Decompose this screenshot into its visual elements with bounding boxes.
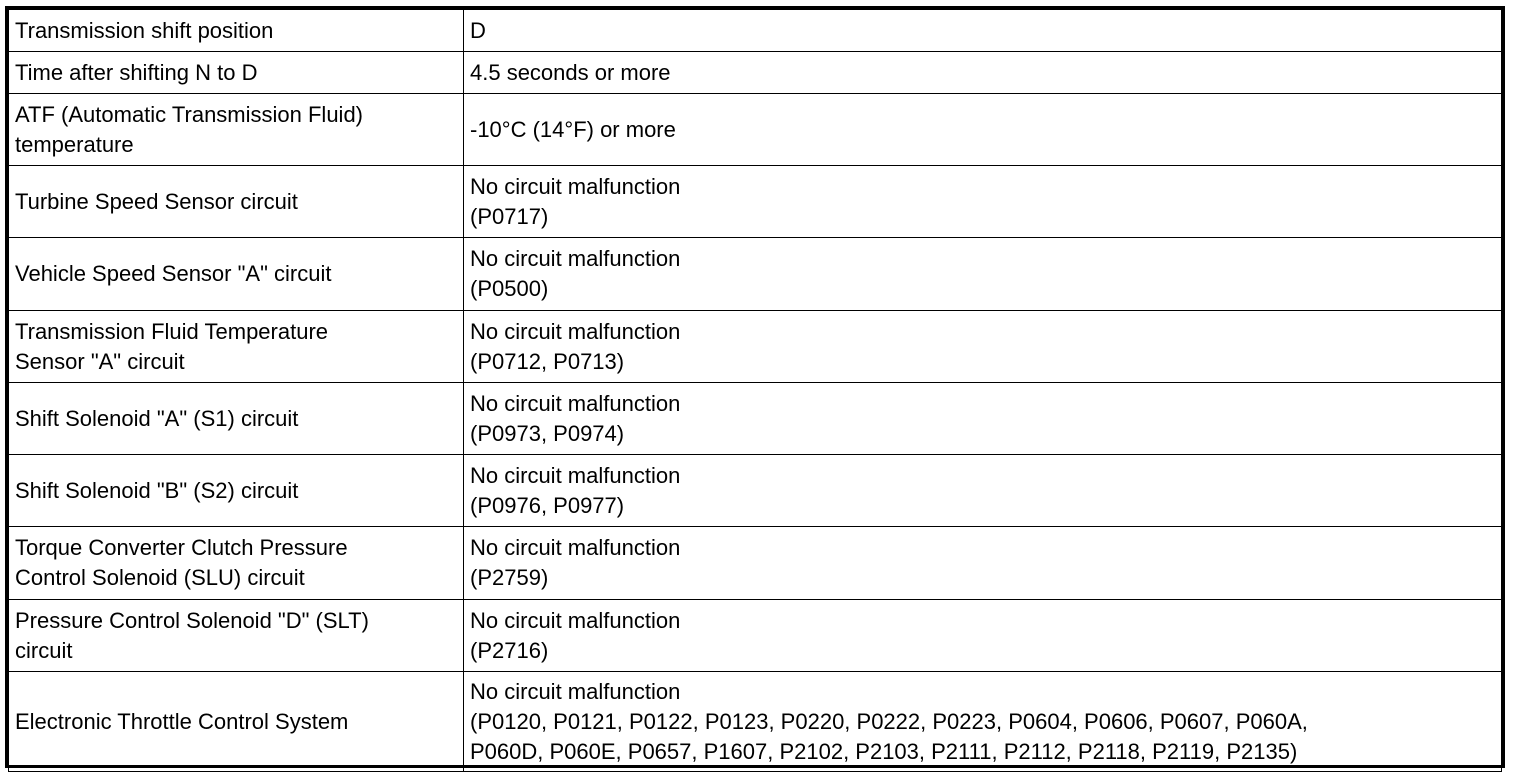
condition-cell bbox=[464, 383, 1502, 455]
item-text: Transmission Fluid Temperature bbox=[15, 318, 329, 344]
condition-text: 4.5 seconds or more bbox=[470, 59, 671, 85]
condition-text: No circuit malfunction bbox=[470, 173, 681, 199]
item-text: Shift Solenoid "A" (S1) circuit bbox=[15, 405, 299, 431]
item-text: Vehicle Speed Sensor "A" circuit bbox=[15, 261, 332, 286]
condition-text: No circuit malfunction bbox=[470, 678, 681, 704]
item-cell bbox=[9, 10, 464, 52]
table-row bbox=[9, 94, 1502, 166]
condition-text: No circuit malfunction bbox=[470, 607, 681, 633]
table-row bbox=[9, 383, 1502, 455]
condition-cell bbox=[464, 10, 1502, 52]
condition-text: No circuit malfunction bbox=[470, 462, 681, 488]
conditions-table-frame bbox=[5, 6, 1505, 768]
condition-cell bbox=[464, 672, 1502, 772]
condition-text: (P0712, P0713) bbox=[470, 348, 625, 374]
table-row bbox=[9, 527, 1502, 600]
item-cell bbox=[9, 527, 464, 600]
item-cell bbox=[9, 94, 464, 166]
table-row bbox=[9, 52, 1502, 94]
condition-text: (P0500) bbox=[470, 276, 549, 301]
item-cell bbox=[9, 455, 464, 527]
condition-cell bbox=[464, 527, 1502, 600]
item-cell bbox=[9, 52, 464, 94]
condition-cell bbox=[464, 94, 1502, 166]
condition-text: (P0717) bbox=[470, 203, 549, 229]
condition-cell bbox=[464, 238, 1502, 311]
condition-text: No circuit malfunction bbox=[470, 318, 681, 344]
condition-text: (P2716) bbox=[470, 637, 549, 663]
table-row bbox=[9, 311, 1502, 383]
condition-text: No circuit malfunction bbox=[470, 390, 681, 416]
condition-text: (P0976, P0977) bbox=[470, 492, 625, 518]
condition-cell bbox=[464, 311, 1502, 383]
table-row bbox=[9, 166, 1502, 238]
item-text: Transmission shift position bbox=[15, 17, 274, 43]
condition-cell bbox=[464, 455, 1502, 527]
table-row bbox=[9, 10, 1502, 52]
condition-text: P060D, P060E, P0657, P1607, P2102, P2103, P2111, P2112, P2118, P2119, P2135) bbox=[470, 738, 1298, 764]
table-row bbox=[9, 238, 1502, 311]
item-text: circuit bbox=[15, 637, 73, 663]
condition-cell bbox=[464, 52, 1502, 94]
condition-text: (P0973, P0974) bbox=[470, 420, 625, 446]
item-cell bbox=[9, 166, 464, 238]
item-text: Control Solenoid (SLU) circuit bbox=[15, 565, 305, 590]
item-text: Pressure Control Solenoid "D" (SLT) bbox=[15, 607, 369, 633]
condition-text: (P0120, P0121, P0122, P0123, P0220, P0222, P0223, P0604, P0606, P0607, P060A, bbox=[470, 708, 1308, 734]
conditions-table bbox=[8, 9, 1502, 772]
item-text: Turbine Speed Sensor circuit bbox=[15, 188, 298, 214]
item-text: Shift Solenoid "B" (S2) circuit bbox=[15, 477, 299, 503]
item-text: ATF (Automatic Transmission Fluid) bbox=[15, 101, 364, 127]
condition-text: No circuit malfunction bbox=[470, 535, 681, 560]
condition-text: -10°C (14°F) or more bbox=[470, 116, 676, 142]
table-row bbox=[9, 672, 1502, 772]
item-text: Time after shifting N to D bbox=[15, 59, 258, 85]
item-text: Torque Converter Clutch Pressure bbox=[15, 535, 348, 560]
condition-cell bbox=[464, 166, 1502, 238]
item-cell bbox=[9, 311, 464, 383]
item-text: Electronic Throttle Control System bbox=[15, 708, 349, 734]
condition-cell bbox=[464, 600, 1502, 672]
condition-text: D bbox=[470, 17, 486, 43]
item-text: Sensor "A" circuit bbox=[15, 348, 185, 374]
condition-text: (P2759) bbox=[470, 565, 549, 590]
item-cell bbox=[9, 238, 464, 311]
item-cell bbox=[9, 600, 464, 672]
item-text: temperature bbox=[15, 131, 134, 157]
conditions-table-body bbox=[9, 10, 1502, 772]
table-row bbox=[9, 455, 1502, 527]
item-cell bbox=[9, 672, 464, 772]
item-cell bbox=[9, 383, 464, 455]
condition-text: No circuit malfunction bbox=[470, 246, 681, 271]
table-row bbox=[9, 600, 1502, 672]
